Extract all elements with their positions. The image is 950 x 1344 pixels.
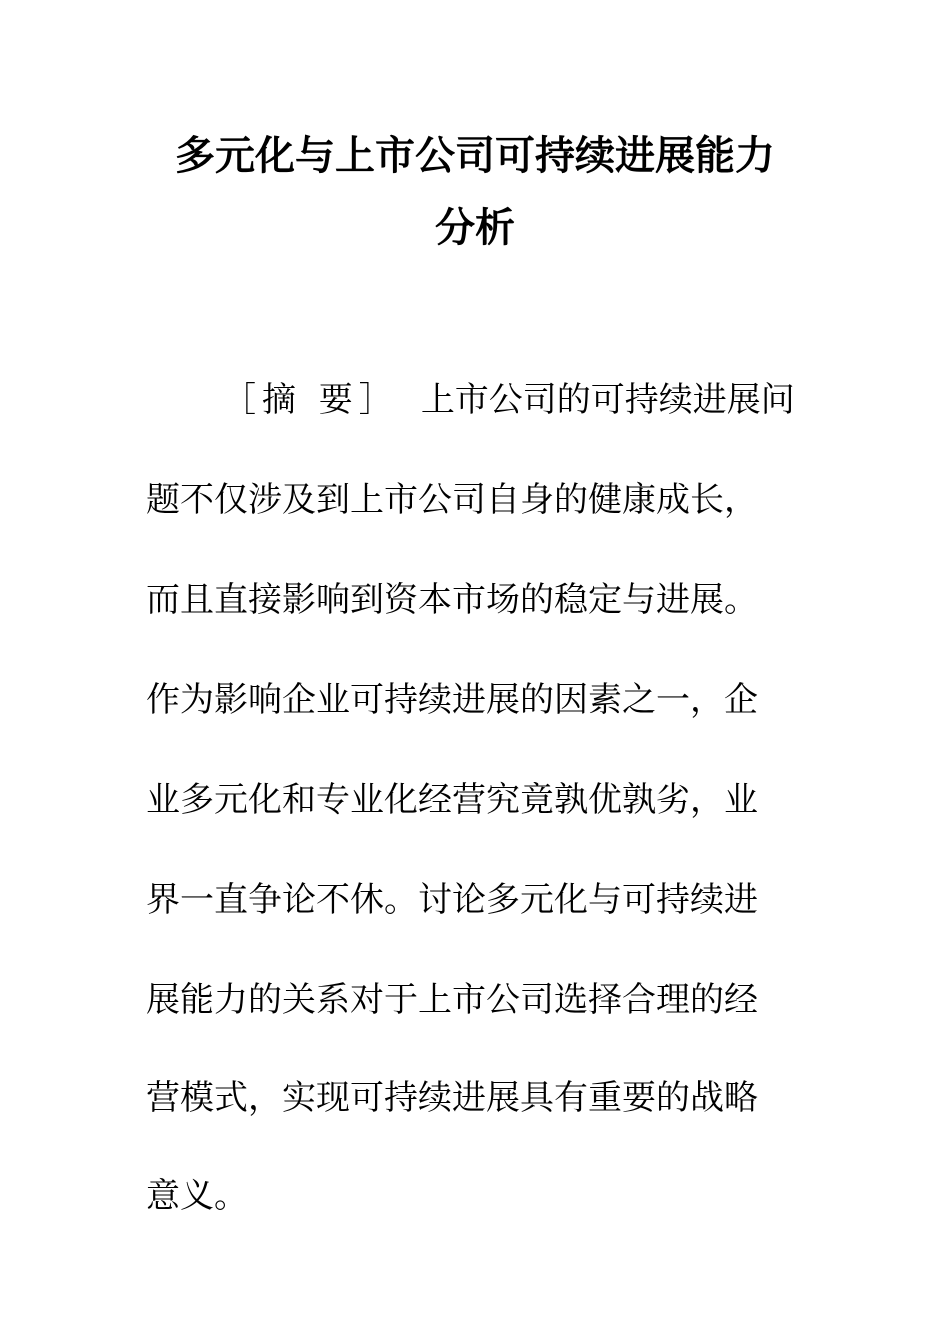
abstract-line-3: 而且直接影响到资本市场的稳定与进展。 xyxy=(146,580,758,620)
abstract-line-4: 作为影响企业可持续进展的因素之一，企 xyxy=(146,680,758,720)
abstract-label: ［摘 要］ xyxy=(222,380,399,420)
abstract-line-8: 营模式，实现可持续进展具有重要的战略 xyxy=(146,1078,758,1118)
abstract-line-1 xyxy=(222,380,795,420)
document-title-line-2: 分析 xyxy=(435,205,515,251)
abstract-line-2: 题不仅涉及到上市公司自身的健康成长， xyxy=(146,480,758,520)
abstract-line-5: 业多元化和专业化经营究竟孰优孰劣，业 xyxy=(146,780,758,820)
abstract-line-6: 界一直争论不休。讨论多元化与可持续进 xyxy=(146,880,758,920)
abstract-line-9: 意义。 xyxy=(146,1176,248,1216)
abstract-text-1: 上市公司的可持续进展问 xyxy=(420,380,795,420)
document-title-line-1: 多元化与上市公司可持续进展能力 xyxy=(175,133,775,179)
abstract-line-7: 展能力的关系对于上市公司选择合理的经 xyxy=(146,980,758,1020)
